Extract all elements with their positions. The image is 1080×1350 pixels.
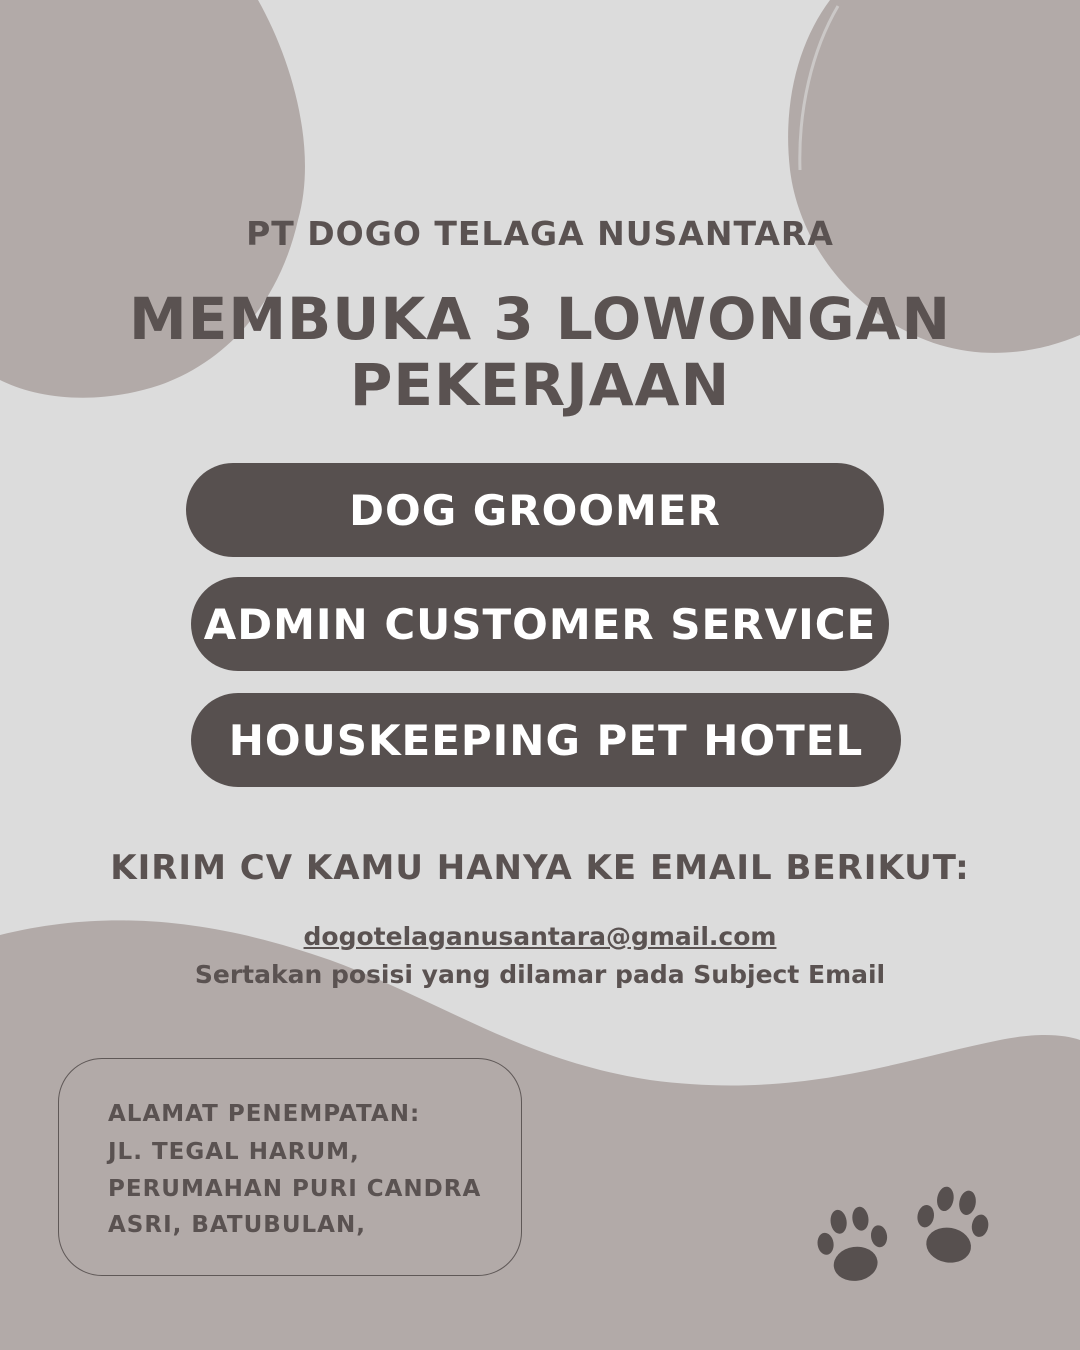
position-label: DOG GROOMER <box>349 485 721 535</box>
headline-line-2: PEKERJAAN <box>349 351 731 419</box>
address-line: ASRI, BATUBULAN, <box>108 1212 366 1238</box>
position-label: ADMIN CUSTOMER SERVICE <box>203 599 877 649</box>
address-line: JL. TEGAL HARUM, <box>108 1139 360 1165</box>
paw-print-icon <box>906 1180 998 1272</box>
headline <box>0 286 1080 418</box>
position-pill-housekeeping <box>191 693 901 787</box>
headline-line-1: MEMBUKA 3 LOWONGAN <box>129 285 951 353</box>
position-pill-admin-cs <box>191 577 889 671</box>
position-label: HOUSKEEPING PET HOTEL <box>228 715 864 765</box>
paw-print-icon <box>808 1200 898 1290</box>
company-name: PT DOGO TELAGA NUSANTARA <box>246 214 834 253</box>
position-pill-dog-groomer <box>186 463 884 557</box>
email-note: Sertakan posisi yang dilamar pada Subject Email <box>194 960 886 989</box>
address-box <box>58 1058 522 1276</box>
address-line: PERUMAHAN PURI CANDRA <box>108 1176 482 1202</box>
email-link[interactable]: dogotelaganusantara@gmail.com <box>303 922 777 951</box>
send-instruction: KIRIM CV KAMU HANYA KE EMAIL BERIKUT: <box>110 848 970 888</box>
address-label: ALAMAT PENEMPATAN: <box>108 1101 421 1127</box>
